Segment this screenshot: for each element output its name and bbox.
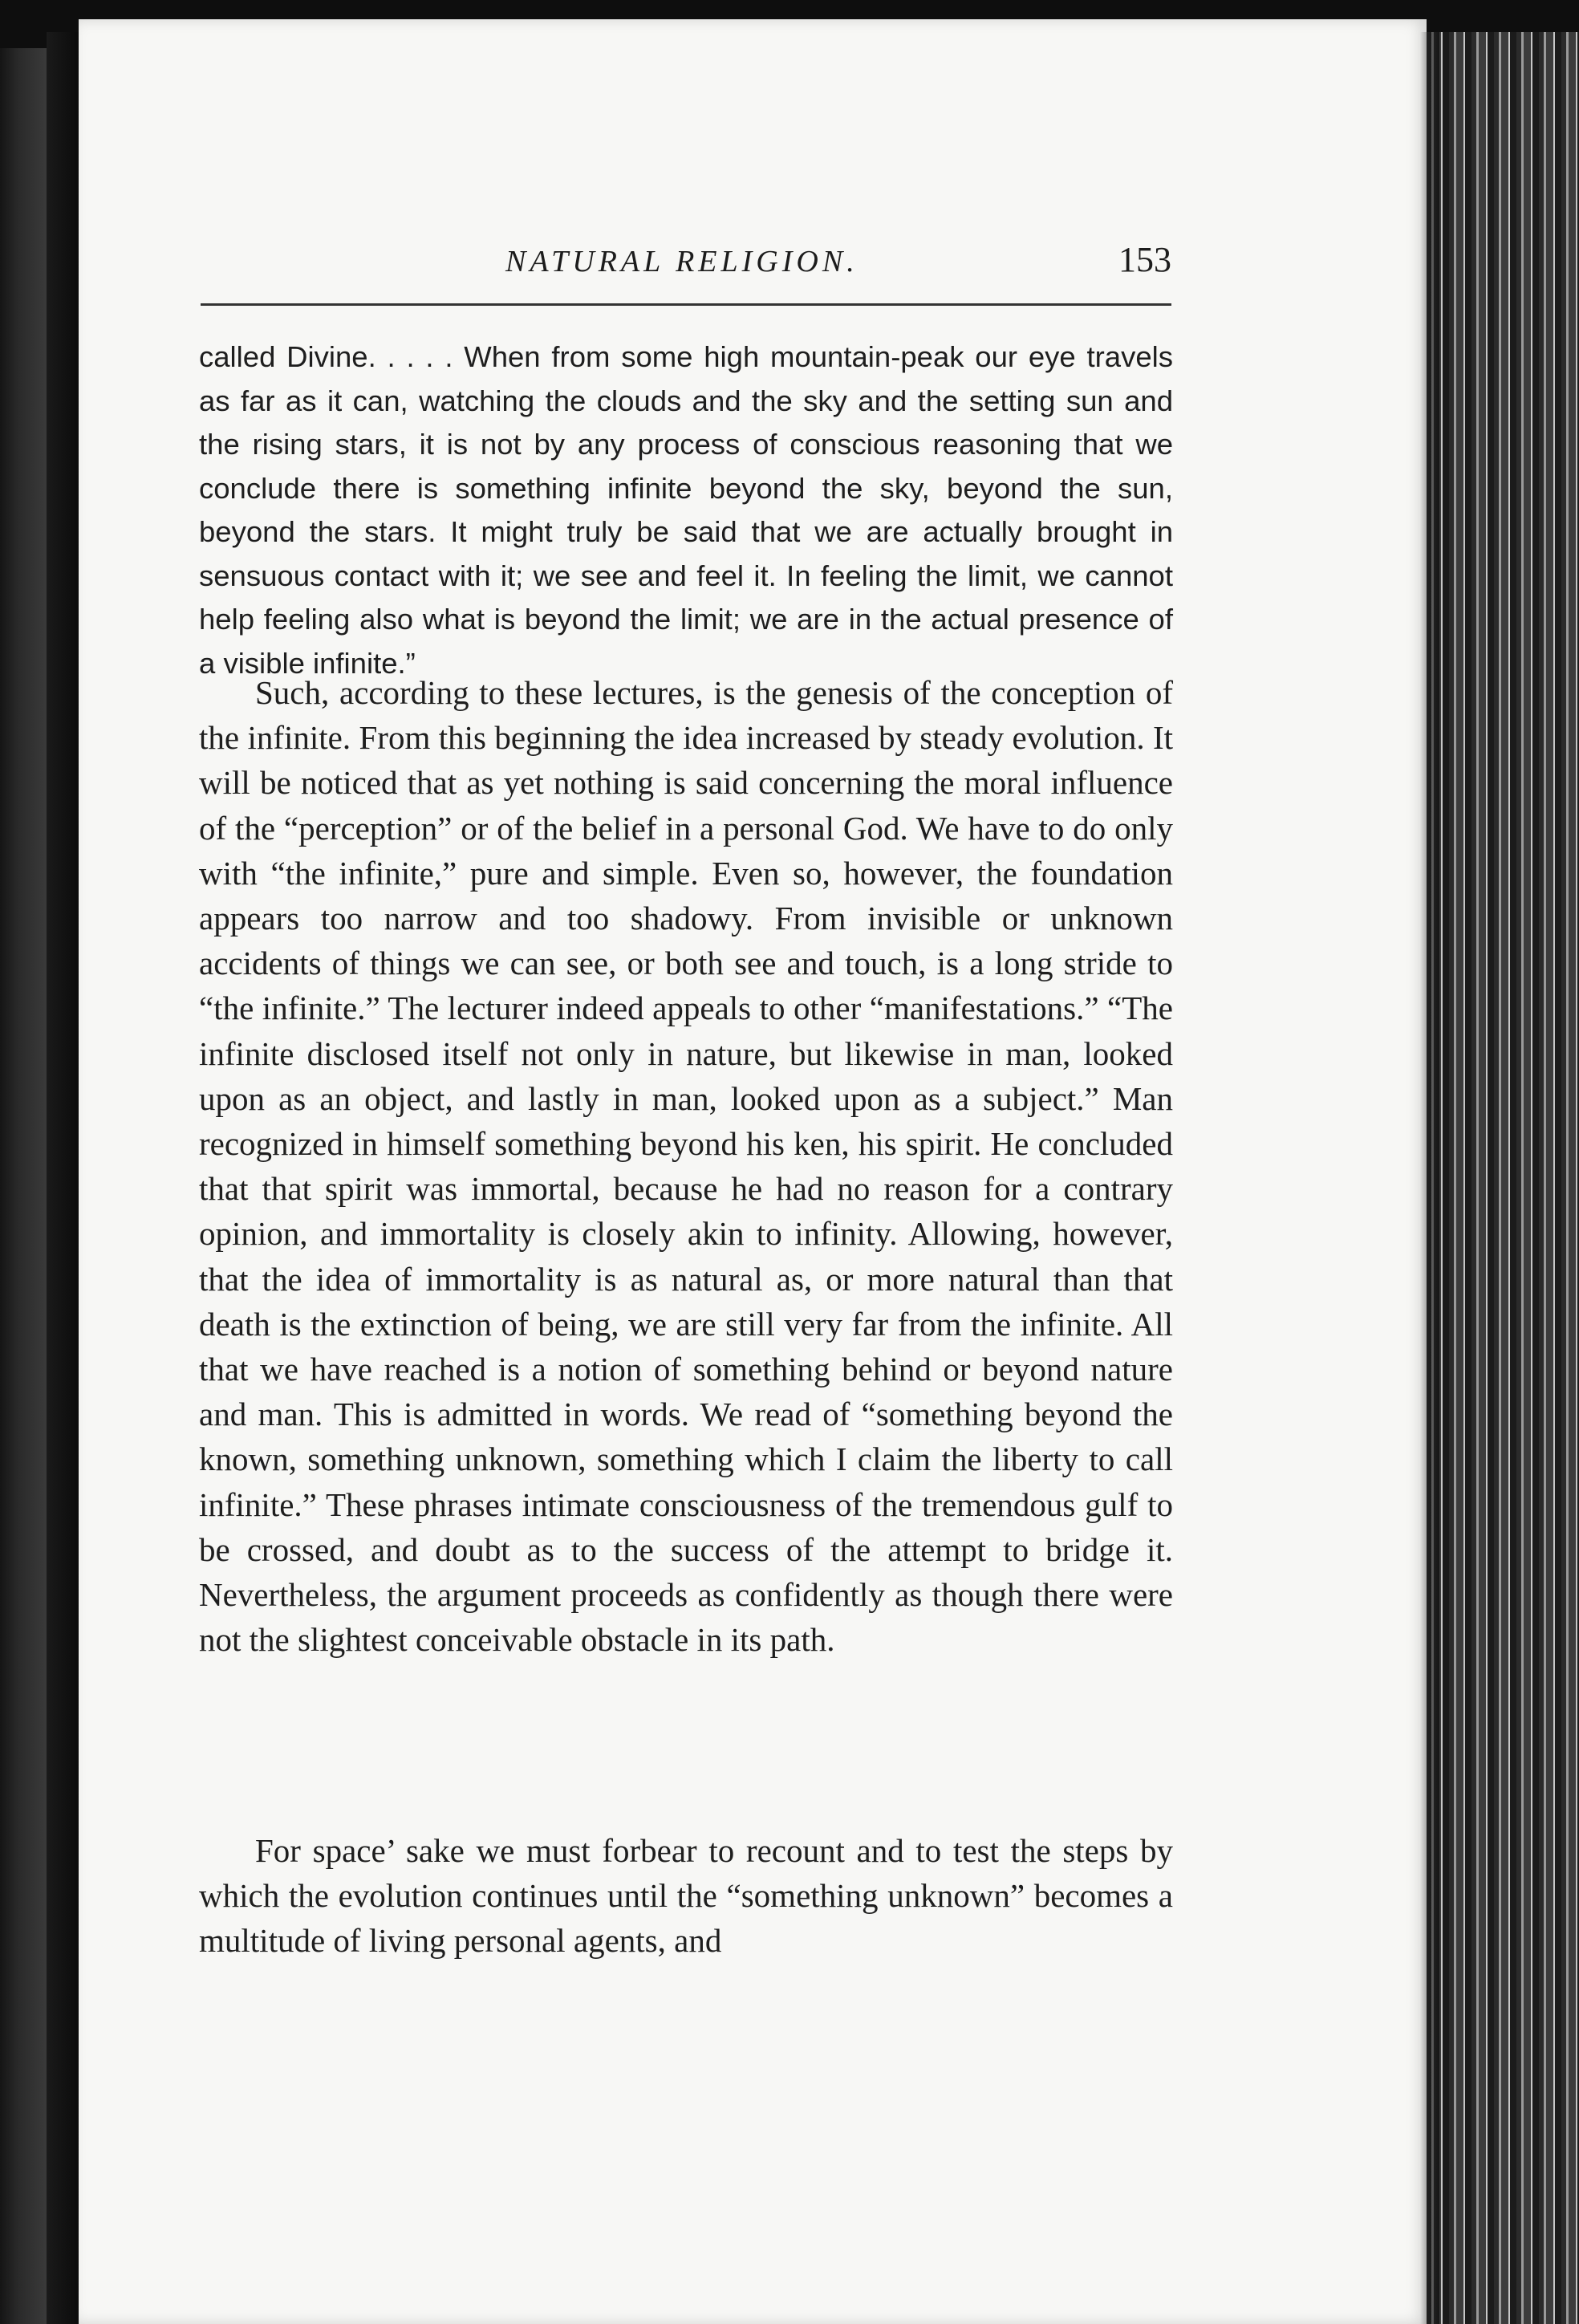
body-paragraph-1: Such, according to these lectures, is the genesis of the conception of the infinite. From this beginning the idea increased by steady evolution. It will be noticed that as yet nothing is said concerning the moral influence of the “perception” or of the belief in a personal God. We have to do only with “the infinite,” pure and simple. Even so, however, the foundation appears too narrow and too shadowy. From invisible or unknown accidents of things we can see, or both see and touch, is a long stride to “the infinite.” The lecturer indeed appeals to other “manifestations.” “The infinite disclosed itself not only in nature, but likewise in man, looked upon as an object, and lastly in man, looked upon as a subject.” Man recognized in himself something beyond his ken, his spirit. He concluded that that spirit was immortal, because he had no reason for a contrary opinion, and immortality is closely akin to infinity. Allowing, however, that the idea of immortality is as natural as, or more natural than that death is the extinction of being, we are still very far from the infinite. All that we have reached is a notion of something behind or beyond nature and man. This is admitted in words. We read of “something beyond the known, something unknown, something which I claim the liberty to call infinite.” These phrases intimate consciousness of the tremendous gulf to be crossed, and doubt as to the success of the attempt to bridge it. Nevertheless, the argument proceeds as confidently as though there were not the slightest conceivable obstacle in its path. xyxy=(199,674,1173,1659)
header-rule xyxy=(201,303,1171,306)
running-title: NATURAL RELIGION. xyxy=(505,245,859,278)
left-book-edge xyxy=(0,48,47,2324)
left-spine-shadow xyxy=(47,32,79,2324)
gutter-shadow xyxy=(1420,32,1439,2324)
page-number: 153 xyxy=(1118,240,1171,279)
right-page-edges xyxy=(1427,32,1579,2324)
running-header xyxy=(201,238,1171,302)
quote-paragraph: called Divine. . . . . When from some high mountain-peak our eye travels as far as it can, watching the clouds and the sky and the setting sun and the rising stars, it is not by any process of conscious reasoning that we conclude there is something infinite beyond the sky, beyond the sun, beyond the stars. It might truly be said that we are actually brought in sensuous contact with it; we see and feel it. In feeling the limit, we cannot help feeling also what is beyond the limit; we are in the actual presence of a visible infinite.” xyxy=(199,340,1173,680)
body-paragraph-2: For space’ sake we must forbear to recount and to test the steps by which the evolution continues until the “something unknown” becomes a multitude of living personal agents, and xyxy=(199,1832,1173,1959)
